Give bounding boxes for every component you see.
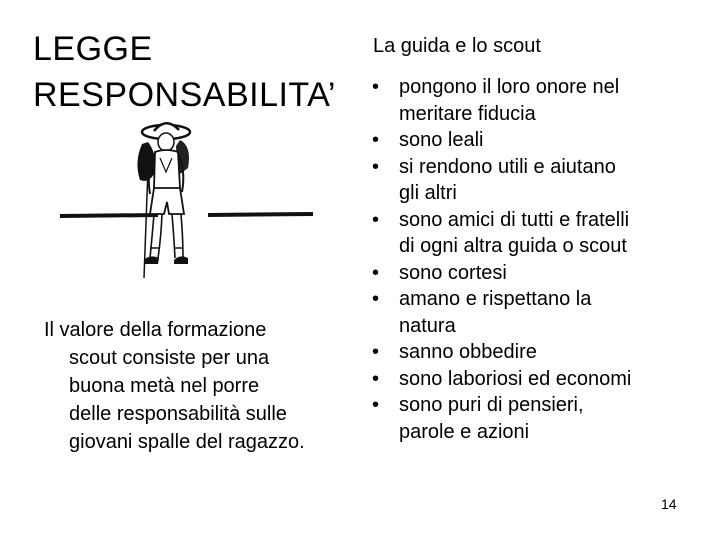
- list-item: [370, 74, 710, 127]
- caption-line-4: delle responsabilità sulle: [69, 403, 287, 425]
- page-number: 14: [661, 496, 677, 512]
- list-item: [370, 260, 710, 287]
- list-item: [370, 286, 710, 339]
- list-item-line-1: sono leali: [399, 129, 484, 151]
- list-item: [370, 207, 710, 260]
- list-item-line-1: sono amici di tutti e fratelli: [399, 208, 630, 231]
- list-item-line-1: pongono il loro onore nel: [399, 76, 620, 98]
- list-item: [370, 127, 710, 154]
- bullet-marker: •: [372, 261, 380, 284]
- list-item-line-1: sono cortesi: [399, 261, 507, 284]
- bullet-marker: •: [372, 208, 380, 231]
- list-item-line-1: sono laboriosi ed economi: [399, 367, 632, 390]
- list-item: [370, 392, 710, 445]
- caption-line-5: giovani spalle del ragazzo.: [69, 431, 305, 453]
- list-item-line-2: parole e azioni: [399, 420, 530, 443]
- list-item-line-1: si rendono utili e aiutano: [399, 155, 616, 178]
- caption-line-1: Il valore della formazione: [44, 319, 267, 341]
- bullet-marker: •: [372, 155, 380, 178]
- list-item: [370, 366, 710, 393]
- title-line-2: RESPONSABILITA’: [33, 76, 336, 114]
- caption-line-3: buona metà nel porre: [69, 375, 260, 397]
- list-item-line-2: meritare fiducia: [399, 102, 536, 125]
- caption-line-2: scout consiste per una: [69, 347, 270, 369]
- list-item: [370, 339, 710, 366]
- list-item-line-2: natura: [399, 314, 456, 337]
- scout-illustration: [58, 118, 318, 293]
- list-item-line-2: di ogni altra guida o scout: [399, 235, 627, 257]
- list-item: [370, 154, 710, 207]
- list-item-line-1: amano e rispettano la: [399, 288, 592, 310]
- bullet-marker: •: [372, 341, 380, 363]
- title-line-1: LEGGE: [33, 30, 153, 68]
- bullet-marker: •: [372, 367, 380, 390]
- bullet-marker: •: [372, 288, 380, 310]
- list-item-line-2: gli altri: [399, 182, 457, 204]
- caption-text: [44, 316, 364, 456]
- rules-list: [370, 74, 710, 445]
- bullet-marker: •: [372, 76, 380, 98]
- bullet-marker: •: [372, 394, 380, 416]
- bullet-marker: •: [372, 129, 380, 151]
- rules-heading: La guida e lo scout: [373, 35, 541, 57]
- list-item-line-1: sanno obbedire: [399, 341, 537, 363]
- list-item-line-1: sono puri di pensieri,: [399, 394, 584, 416]
- slide-title: [33, 26, 336, 118]
